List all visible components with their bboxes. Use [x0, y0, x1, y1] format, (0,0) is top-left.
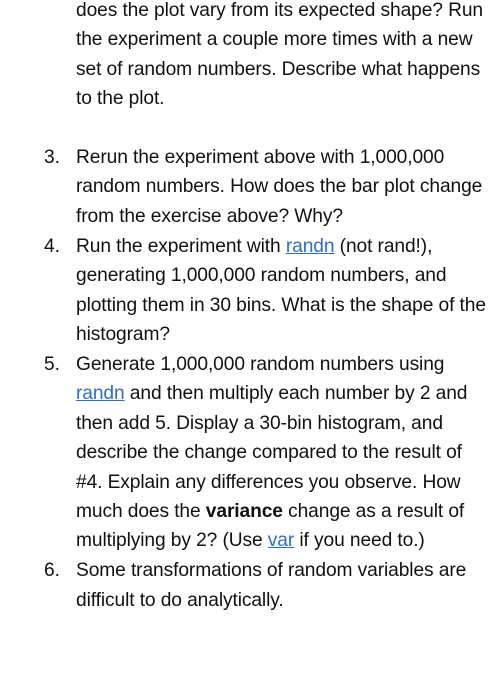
randn-link[interactable]: randn — [76, 383, 125, 405]
var-link[interactable]: var — [267, 530, 295, 552]
randn-link[interactable]: randn — [285, 235, 335, 257]
item-text-post: (not rand!), generating 1,000,000 random numbers, and plotting them in 30 bins. What is the shape of the histogram? — [76, 235, 486, 346]
item-text-pre: Run the experiment with — [76, 235, 286, 257]
item-text: Rerun the experiment above with 1,000,000 random numbers. How does the bar plot change from the exercise above? Why? — [76, 147, 483, 227]
exercise-list — [0, 143, 503, 616]
list-item-3 — [0, 143, 503, 231]
item-number: 6. — [44, 560, 60, 582]
item-number: 5. — [44, 354, 60, 376]
item-number: 3. — [44, 147, 60, 168]
list-item-6 — [0, 556, 503, 615]
item-text-pre: Generate 1,000,000 random numbers using — [76, 354, 445, 376]
variance-bold-text: variance — [205, 501, 283, 523]
intro-paragraph: does the plot vary from its expected shape? Run the experiment a couple more times with a new set of random numbers. Describe what happens to the plot. — [76, 0, 483, 110]
list-item-4 — [0, 232, 503, 350]
item-text: Some transformations of random variables are difficult to do analytically. — [76, 560, 467, 611]
item-text-mid: and then multiply each number by 2 and then add 5. Display a 30-bin histogram, and describe the change compared to the result of #4. Explain any differences you observe. How much does the — [76, 383, 468, 523]
item-text-post: if you need to.) — [294, 530, 425, 552]
item-number: 4. — [44, 235, 60, 257]
item-text-mid2: change as a result of multiplying by 2? (Use — [76, 501, 465, 552]
list-item-5 — [0, 350, 503, 556]
